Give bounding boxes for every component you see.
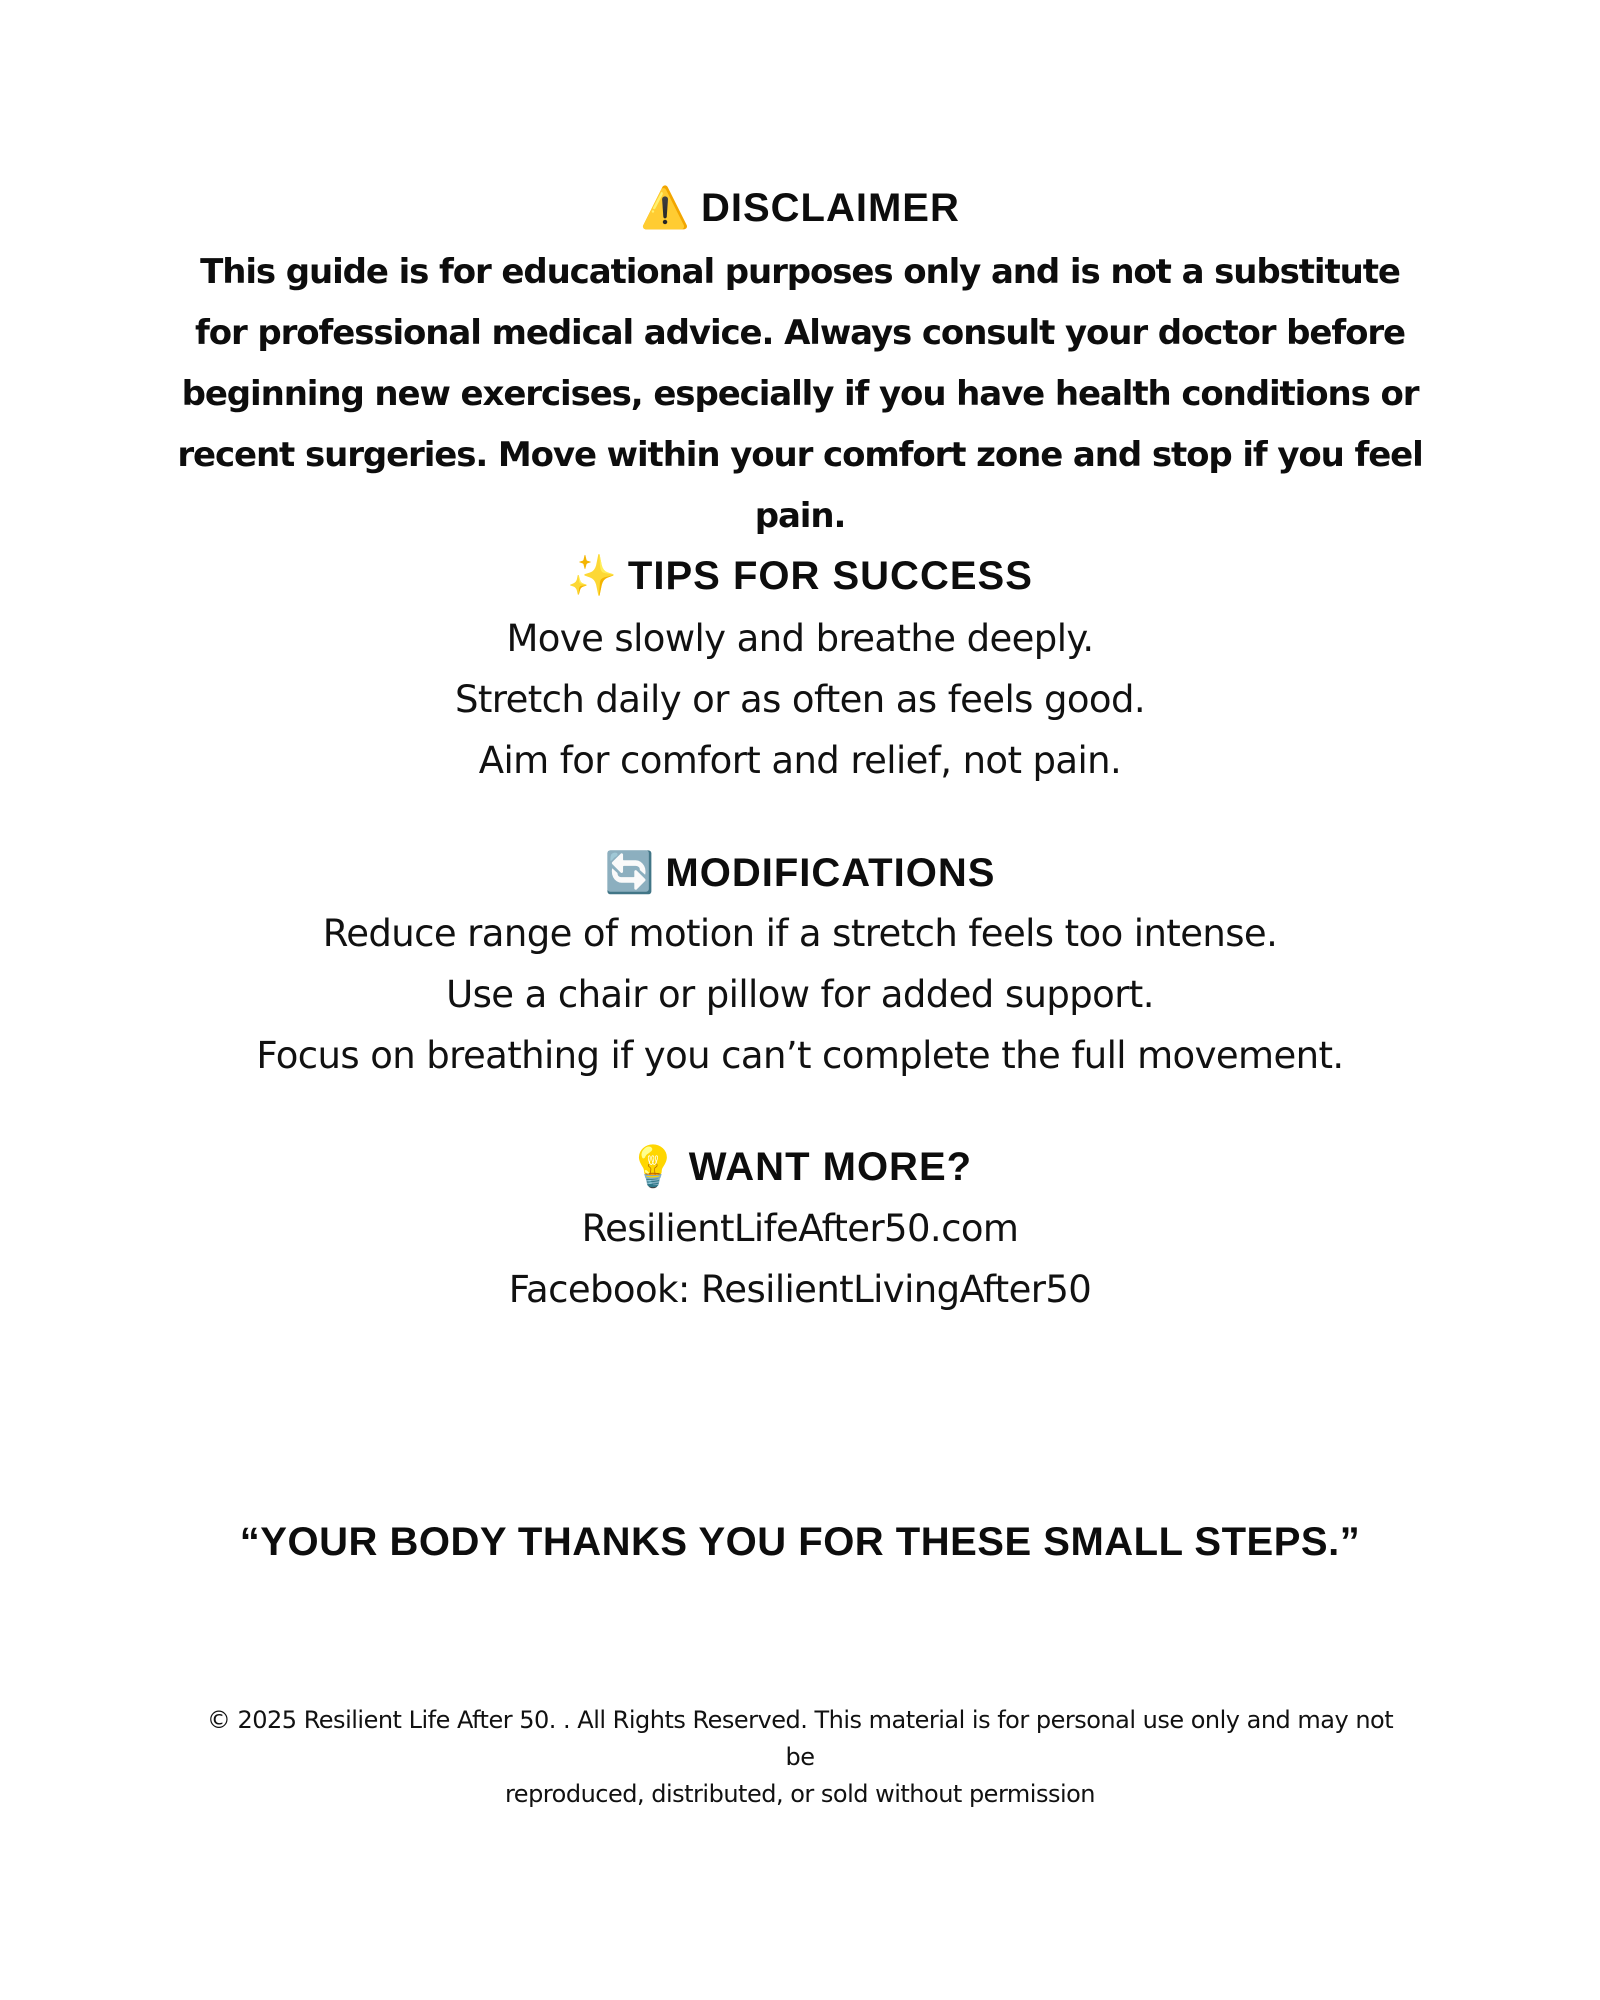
facebook-link[interactable]: Facebook: ResilientLivingAfter50 xyxy=(508,1268,1092,1311)
copyright-line-1: © 2025 Resilient Life After 50. . All Rights Reserved. This material is for personal use only and may not be xyxy=(206,1706,1394,1771)
disclaimer-title: DISCLAIMER xyxy=(700,186,960,230)
want-more-heading xyxy=(0,1143,1600,1191)
tip-item: Stretch daily or as often as feels good. xyxy=(454,678,1145,721)
tip-item: Move slowly and breathe deeply. xyxy=(506,617,1094,660)
disclaimer-text: This guide is for educational purposes only and is not a substitute for professional medical advice. Always consult your doctor before beginning new exercises, especially if you have health conditions or recent surgeries. Move within your comfort zone and stop if you feel pain. xyxy=(177,252,1423,536)
lightbulb-icon: 💡 xyxy=(627,1145,679,1189)
modifications-heading xyxy=(0,849,1600,897)
copyright-line-2: reproduced, distributed, or sold without permission xyxy=(504,1780,1096,1808)
contact-list xyxy=(0,1198,1600,1320)
copyright-footer xyxy=(200,1702,1400,1813)
modification-item: Focus on breathing if you can’t complete the full movement. xyxy=(256,1034,1344,1077)
arrows-cycle-icon: 🔄 xyxy=(604,851,656,895)
modifications-list xyxy=(0,903,1600,1086)
tips-heading xyxy=(0,552,1600,600)
tips-list xyxy=(0,608,1600,791)
tip-item: Aim for comfort and relief, not pain. xyxy=(478,739,1122,782)
modifications-title: MODIFICATIONS xyxy=(665,851,996,895)
sparkles-icon: ✨ xyxy=(567,554,618,598)
tips-title: TIPS FOR SUCCESS xyxy=(627,554,1033,598)
warning-icon: ⚠️ xyxy=(640,186,691,230)
want-more-title: WANT MORE? xyxy=(688,1145,973,1189)
website-link[interactable]: ResilientLifeAfter50.com xyxy=(581,1207,1019,1250)
disclaimer-heading xyxy=(0,184,1600,232)
modification-item: Reduce range of motion if a stretch feels too intense. xyxy=(322,912,1278,955)
closing-quote: “YOUR BODY THANKS YOU FOR THESE SMALL STEPS.” xyxy=(239,1520,1361,1564)
modification-item: Use a chair or pillow for added support. xyxy=(446,973,1154,1016)
